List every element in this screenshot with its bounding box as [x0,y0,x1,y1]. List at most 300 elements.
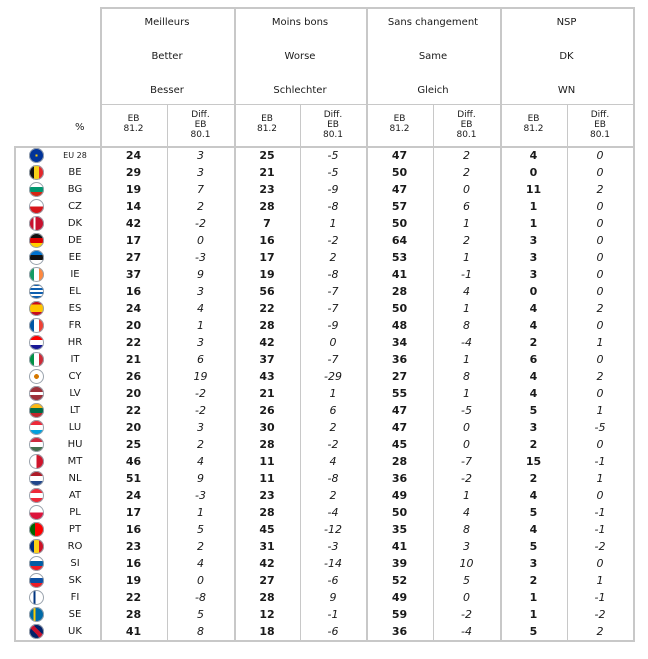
eb-value-cell: 1 [529,591,538,604]
flag-cy-icon [29,369,44,384]
table-row [0,521,648,538]
country-code: DE [67,235,83,246]
eb-value-cell: 49 [391,591,408,604]
subheader-diff-3: Diff. EB 80.1 [589,110,611,140]
diff-value-cell: 4 [329,455,337,468]
flag-fr-icon [29,318,44,333]
eb-value-cell: 41 [391,268,408,281]
eb-value-cell: 43 [259,370,275,383]
eb-value-cell: 36 [391,472,408,485]
eb-value-cell: 5 [529,540,538,553]
eb-value-cell: 3 [529,421,538,434]
diff-value-cell: 1 [463,353,470,366]
table-row [0,249,648,266]
diff-value-cell: 0 [329,336,337,349]
eb-value-cell: 20 [125,319,142,332]
eb-value-cell: 4 [529,319,538,332]
eb-value-cell: 5 [529,404,538,417]
diff-value-cell: 0 [596,438,604,451]
table-row [0,419,648,436]
diff-value-cell: 2 [463,234,470,247]
eb-value-cell: 5 [529,625,538,638]
subheader-eb-2: EB 81.2 [389,114,410,134]
diff-value-cell: -1 [594,523,606,536]
eb-value-cell: 1 [529,200,538,213]
diff-value-cell: 2 [596,302,604,315]
eb-value-cell: 56 [259,285,275,298]
eb-value-cell: 22 [125,336,142,349]
table-row [0,215,648,232]
country-code: FI [70,592,80,603]
diff-value-cell: 2 [463,149,470,162]
table-row [0,147,648,164]
eb-value-cell: 50 [391,166,408,179]
country-code: EU 28 [63,151,87,160]
eb-value-cell: 0 [529,166,538,179]
subheader-diff-1: Diff. EB 80.1 [322,110,344,140]
diff-value-cell: 0 [596,166,604,179]
diff-value-cell: -4 [327,506,339,519]
flag-hu-icon [29,437,44,452]
eb-value-cell: 26 [259,404,275,417]
eb-value-cell: 28 [259,319,275,332]
eb-value-cell: 41 [391,540,408,553]
country-code: PT [68,524,82,535]
table-row [0,572,648,589]
diff-value-cell: 9 [197,472,204,485]
table-row [0,164,648,181]
diff-value-cell: -2 [327,438,339,451]
header-de-3: WN [557,85,576,96]
diff-value-cell: 3 [197,285,204,298]
eb-value-cell: 0 [529,285,538,298]
flag-si-icon [29,556,44,571]
eb-value-cell: 5 [529,506,538,519]
eb-value-cell: 6 [529,353,538,366]
diff-value-cell: -9 [327,183,339,196]
header-en-3: DK [559,51,574,62]
country-code: SI [70,558,80,569]
diff-value-cell: -2 [594,608,606,621]
eb-value-cell: 3 [529,234,538,247]
flag-fi-icon [29,590,44,605]
eb-value-cell: 46 [125,455,142,468]
eb-value-cell: 17 [259,251,275,264]
eb-value-cell: 11 [259,472,275,485]
diff-value-cell: 6 [329,404,337,417]
eb-value-cell: 27 [125,251,142,264]
diff-value-cell: -2 [195,387,206,400]
diff-value-cell: 8 [463,523,470,536]
country-code: CY [68,371,82,382]
diff-value-cell: 0 [596,217,604,230]
country-code: HR [67,337,83,348]
eb-value-cell: 11 [259,455,275,468]
table-row [0,538,648,555]
diff-value-cell: 0 [596,557,604,570]
flag-sk-icon [29,573,44,588]
country-code: PL [69,507,81,518]
diff-value-cell: -1 [327,608,339,621]
eb-value-cell: 19 [125,574,142,587]
diff-value-cell: 3 [197,421,204,434]
diff-value-cell: 5 [197,608,204,621]
diff-value-cell: 0 [596,234,604,247]
eb-value-cell: 17 [125,506,142,519]
eb-value-cell: 4 [529,149,538,162]
eb-value-cell: 26 [125,370,142,383]
diff-value-cell: 0 [463,591,470,604]
diff-value-cell: -5 [327,149,339,162]
flag-it-icon [29,352,44,367]
flag-ro-icon [29,539,44,554]
diff-value-cell: 0 [596,353,604,366]
diff-value-cell: 0 [596,489,604,502]
eb-value-cell: 4 [529,302,538,315]
diff-value-cell: 3 [197,166,204,179]
eb-value-cell: 37 [259,353,275,366]
eb-value-cell: 59 [391,608,408,621]
diff-value-cell: 3 [463,540,470,553]
diff-value-cell: -2 [461,608,472,621]
eb-value-cell: 47 [391,149,408,162]
diff-value-cell: 3 [197,336,204,349]
diff-value-cell: 1 [463,217,470,230]
diff-value-cell: 2 [197,540,204,553]
flag-bg-icon [29,182,44,197]
eb-value-cell: 24 [125,489,142,502]
diff-value-cell: -4 [461,625,472,638]
table-row [0,317,648,334]
eb-value-cell: 24 [125,149,142,162]
subheader-diff-0: Diff. EB 80.1 [190,110,211,140]
eb-value-cell: 16 [125,557,142,570]
eb-value-cell: 12 [259,608,275,621]
diff-value-cell: -7 [461,455,472,468]
eb-value-cell: 49 [391,489,408,502]
eb-value-cell: 25 [259,149,275,162]
diff-value-cell: 0 [197,234,204,247]
diff-value-cell: 2 [596,370,604,383]
eb-value-cell: 1 [529,608,538,621]
diff-value-cell: 0 [596,200,604,213]
table-row [0,385,648,402]
country-code: DK [67,218,83,229]
eb-value-cell: 3 [529,251,538,264]
country-code: HU [67,439,83,450]
eb-value-cell: 2 [529,472,538,485]
eb-value-cell: 50 [391,506,408,519]
subheader-eb-3: EB 81.2 [523,114,544,134]
eb-value-cell: 17 [125,234,142,247]
flag-uk-icon [29,624,44,639]
eb-value-cell: 29 [125,166,142,179]
table-row [0,589,648,606]
diff-value-cell: 8 [463,319,470,332]
diff-value-cell: -1 [461,268,472,281]
diff-value-cell: 4 [197,302,204,315]
subheader-diff-2: Diff. EB 80.1 [456,110,477,140]
flag-se-icon [29,607,44,622]
diff-value-cell: 2 [329,421,337,434]
diff-value-cell: 2 [197,438,204,451]
eb-value-cell: 2 [529,336,538,349]
diff-value-cell: -4 [461,336,472,349]
diff-value-cell: -5 [461,404,472,417]
diff-value-cell: -2 [461,472,472,485]
eb-value-cell: 23 [259,489,275,502]
eb-value-cell: 3 [529,557,538,570]
diff-value-cell: 2 [329,489,337,502]
diff-value-cell: 0 [596,251,604,264]
country-code: NL [68,473,82,484]
country-code: IT [70,354,80,365]
diff-value-cell: -6 [327,625,339,638]
header-fr-2: Sans changement [387,17,479,28]
eb-value-cell: 16 [125,523,142,536]
eb-value-cell: 28 [259,591,275,604]
diff-value-cell: 0 [596,268,604,281]
flag-eu-icon [29,148,44,163]
header-en-2: Same [418,51,448,62]
diff-value-cell: 9 [197,268,204,281]
diff-value-cell: -3 [195,489,206,502]
country-code: MT [67,456,83,467]
eb-value-cell: 42 [259,557,275,570]
percent-label: % [75,122,85,133]
eb-value-cell: 15 [525,455,542,468]
flag-de-icon [29,233,44,248]
country-code: FR [68,320,82,331]
diff-value-cell: 0 [596,285,604,298]
table-row [0,232,648,249]
country-code: BE [68,167,82,178]
country-code: ES [68,303,82,314]
diff-value-cell: 1 [197,506,204,519]
diff-value-cell: 2 [596,625,604,638]
diff-value-cell: 3 [197,149,204,162]
diff-value-cell: 0 [463,421,470,434]
eb-value-cell: 22 [125,591,142,604]
diff-value-cell: -2 [195,404,206,417]
eb-value-cell: 4 [529,523,538,536]
eb-value-cell: 52 [391,574,408,587]
eb-value-cell: 16 [259,234,275,247]
country-code: EE [68,252,82,263]
eb-value-cell: 21 [259,387,275,400]
eb-value-cell: 24 [125,302,142,315]
table-row [0,623,648,640]
eb-value-cell: 21 [125,353,142,366]
flag-lv-icon [29,386,44,401]
eb-value-cell: 31 [259,540,275,553]
diff-value-cell: -5 [327,166,339,179]
diff-value-cell: 1 [329,217,337,230]
eb-value-cell: 50 [391,302,408,315]
eb-value-cell: 28 [259,506,275,519]
diff-value-cell: 6 [463,200,470,213]
diff-value-cell: -2 [195,217,206,230]
diff-value-cell: 1 [197,319,204,332]
eb-value-cell: 3 [529,268,538,281]
diff-value-cell: 1 [596,574,604,587]
eb-value-cell: 28 [125,608,142,621]
eb-value-cell: 47 [391,404,408,417]
flag-es-icon [29,301,44,316]
diff-value-cell: 2 [329,251,337,264]
table-row [0,487,648,504]
table-row [0,402,648,419]
eb-value-cell: 28 [391,455,408,468]
diff-value-cell: -3 [327,540,339,553]
table-row [0,504,648,521]
eb-value-cell: 41 [125,625,142,638]
diff-value-cell: 1 [596,336,604,349]
diff-value-cell: 1 [596,404,604,417]
eb-value-cell: 30 [259,421,275,434]
table-row [0,555,648,572]
eb-value-cell: 45 [259,523,275,536]
eb-value-cell: 42 [125,217,142,230]
country-code: LU [68,422,82,433]
flag-lt-icon [29,403,44,418]
table-row [0,283,648,300]
country-code: LV [69,388,81,399]
eb-value-cell: 37 [125,268,142,281]
eb-value-cell: 1 [529,217,538,230]
eb-value-cell: 22 [125,404,142,417]
eb-value-cell: 19 [125,183,142,196]
country-code: SE [68,609,82,620]
diff-value-cell: 1 [596,472,604,485]
diff-value-cell: 0 [596,149,604,162]
subheader-eb-1: EB 81.2 [256,114,278,134]
diff-value-cell: -29 [324,370,342,383]
eb-value-cell: 51 [125,472,142,485]
eb-value-cell: 2 [529,438,538,451]
eb-value-cell: 23 [125,540,142,553]
header-de-1: Schlechter [273,85,327,96]
table-row [0,453,648,470]
flag-be-icon [29,165,44,180]
country-code: SK [68,575,82,586]
eb-value-cell: 55 [391,387,408,400]
diff-value-cell: -2 [594,540,606,553]
eb-value-cell: 2 [529,574,538,587]
diff-value-cell: 2 [463,166,470,179]
diff-value-cell: 8 [197,625,204,638]
diff-value-cell: -8 [195,591,206,604]
diff-value-cell: 5 [463,574,470,587]
flag-at-icon [29,488,44,503]
diff-value-cell: -7 [327,285,339,298]
eb-value-cell: 39 [391,557,408,570]
diff-value-cell: -7 [327,353,339,366]
diff-value-cell: -8 [327,200,339,213]
header-fr-0: Meilleurs [144,17,190,28]
diff-value-cell: 9 [329,591,337,604]
header-de-0: Besser [150,85,184,96]
header-de-2: Gleich [417,85,449,96]
diff-value-cell: -1 [594,506,606,519]
diff-value-cell: 0 [463,183,470,196]
table-row [0,470,648,487]
eb-value-cell: 25 [125,438,142,451]
diff-value-cell: -1 [594,455,606,468]
flag-el-icon [29,284,44,299]
eb-value-cell: 34 [391,336,408,349]
header-fr-3: NSP [556,17,577,28]
country-code: EL [69,286,81,297]
country-code: AT [68,490,82,501]
eb-value-cell: 28 [391,285,408,298]
diff-value-cell: 10 [459,557,474,570]
diff-value-cell: 19 [193,370,208,383]
flag-lu-icon [29,420,44,435]
table-row [0,436,648,453]
eb-value-cell: 28 [259,200,275,213]
table-row [0,351,648,368]
eb-value-cell: 27 [259,574,275,587]
eb-value-cell: 19 [259,268,275,281]
eb-value-cell: 20 [125,421,142,434]
eb-value-cell: 42 [259,336,275,349]
diff-value-cell: -3 [195,251,206,264]
flag-cz-icon [29,199,44,214]
diff-value-cell: 1 [329,387,337,400]
diff-value-cell: -2 [327,234,339,247]
flag-ee-icon [29,250,44,265]
eb-value-cell: 64 [391,234,408,247]
diff-value-cell: 1 [463,489,470,502]
flag-dk-icon [29,216,44,231]
diff-value-cell: -7 [327,302,339,315]
table-row [0,368,648,385]
diff-value-cell: 1 [463,387,470,400]
country-code: UK [68,626,82,637]
table-row [0,181,648,198]
diff-value-cell: -14 [324,557,342,570]
header-en-0: Better [151,51,183,62]
diff-value-cell: -6 [327,574,339,587]
eb-value-cell: 18 [259,625,275,638]
eb-value-cell: 47 [391,183,408,196]
diff-value-cell: 2 [197,200,204,213]
eb-value-cell: 48 [391,319,408,332]
table-row [0,198,648,215]
eb-value-cell: 16 [125,285,142,298]
eb-value-cell: 36 [391,353,408,366]
eb-value-cell: 4 [529,489,538,502]
eb-value-cell: 7 [263,217,271,230]
diff-value-cell: 7 [197,183,204,196]
table-row [0,606,648,623]
eb-value-cell: 57 [391,200,408,213]
table-row [0,266,648,283]
flag-ie-icon [29,267,44,282]
header-en-1: Worse [284,51,316,62]
eb-value-cell: 4 [529,370,538,383]
diff-value-cell: -9 [327,319,339,332]
header-fr-1: Moins bons [271,17,329,28]
diff-value-cell: 0 [596,387,604,400]
country-code: LT [69,405,81,416]
country-code: CZ [68,201,82,212]
diff-value-cell: -12 [324,523,342,536]
eb-value-cell: 14 [125,200,142,213]
eb-value-cell: 20 [125,387,142,400]
flag-nl-icon [29,471,44,486]
